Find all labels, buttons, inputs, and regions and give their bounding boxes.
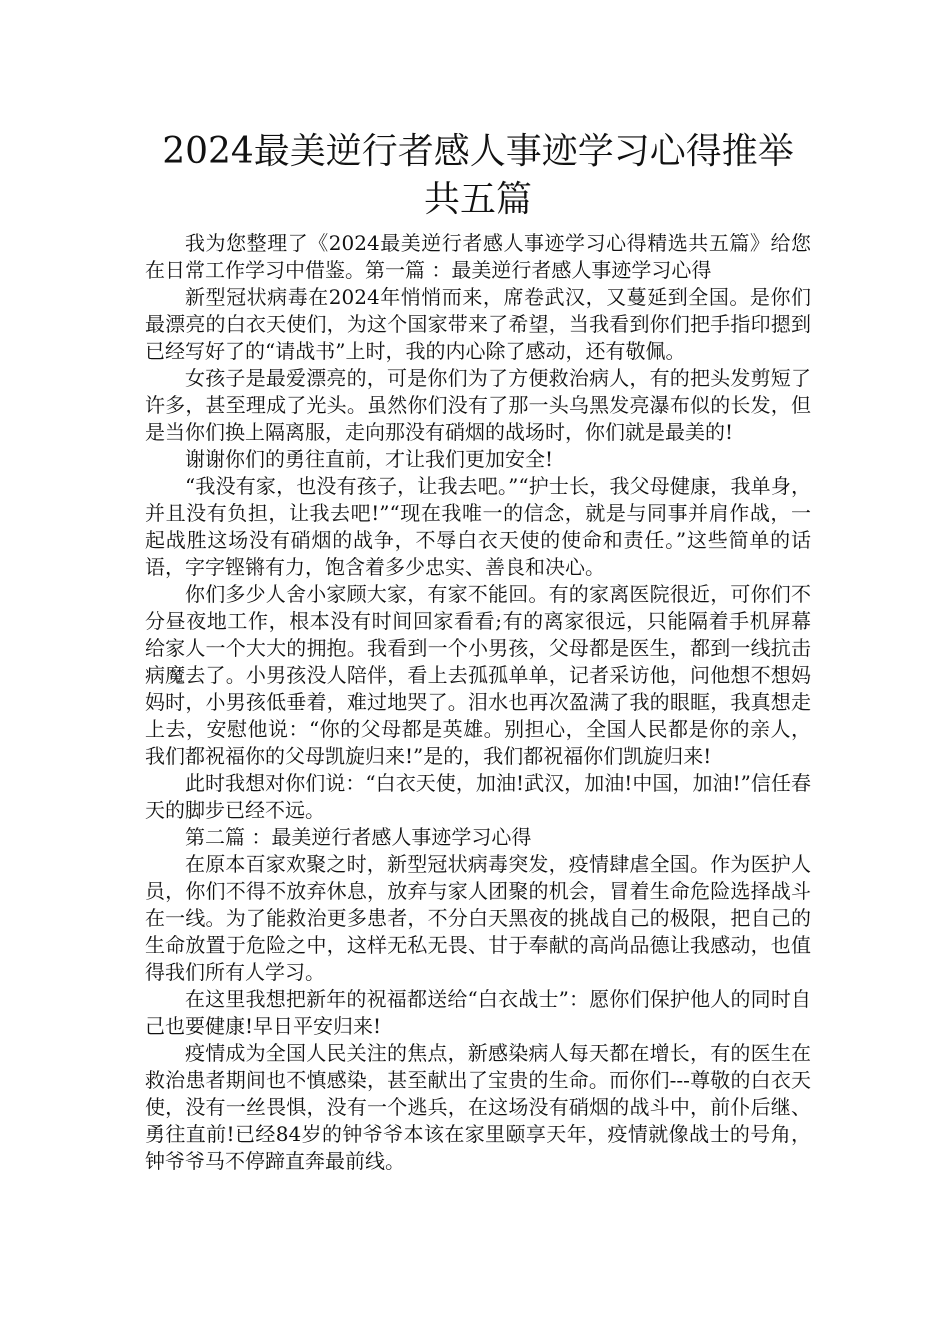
document-title: 2024最美逆行者感人事迹学习心得推举共五篇 <box>162 131 794 220</box>
paragraph: 此时我想对你们说：“白衣天使，加油!武汉，加油!中国，加油!”信任春天的脚步已经不远。 <box>145 771 811 822</box>
paragraph: 疫情成为全国人民关注的焦点，新感染病人每天都在增长，有的医生在救治患者期间也不慎感染，甚至献出了宝贵的生命。而你们---尊敬的白衣天使，没有一丝畏惧，没有一个逃兵，在这场没有硝烟的战斗中，前仆后继、勇往直前!已经84岁的钟爷爷本该在家里颐享天年，疫情就像战士的号角，钟爷爷马不停蹄直奔最前线。 <box>145 1041 811 1173</box>
paragraph: 谢谢你们的勇往直前，才让我们更加安全! <box>185 447 554 471</box>
paragraph: 在原本百家欢聚之时，新型冠状病毒突发，疫情肆虐全国。作为医护人员，你们不得不放弃休息，放弃与家人团聚的机会，冒着生命危险选择战斗在一线。为了能救治更多患者，不分白天黑夜的挑战自己的极限，把自己的生命放置于危险之中，这样无私无畏、甘于奉献的高尚品德让我感动，也值得我们所有人学习。 <box>145 852 811 984</box>
paragraph: 新型冠状病毒在2024年悄悄而来，席卷武汉，又蔓延到全国。是你们最漂亮的白衣天使们，为这个国家带来了希望，当我看到你们把手指印摁到已经写好了的“请战书”上时，我的内心除了感动，还有敬佩。 <box>145 285 811 363</box>
section-heading: 第二篇 ：最美逆行者感人事迹学习心得 <box>185 825 532 849</box>
paragraph-intro: 我为您整理了《2024最美逆行者感人事迹学习心得精选共五篇》给您在日常工作学习中借鉴。第一篇 ：最美逆行者感人事迹学习心得 <box>145 231 811 282</box>
document-page <box>145 128 811 1175</box>
paragraph: 在这里我想把新年的祝福都送给“白衣战士”：愿你们保护他人的同时自己也要健康!早日平安归来! <box>145 987 811 1038</box>
paragraph: 女孩子是最爱漂亮的，可是你们为了方便救治病人，有的把头发剪短了许多，甚至理成了光头。虽然你们没有了那一头乌黑发亮瀑布似的长发，但是当你们换上隔离服，走向那没有硝烟的战场时，你们就是最美的! <box>145 366 811 444</box>
paragraph: 你们多少人舍小家顾大家，有家不能回。有的家离医院很近，可你们不分昼夜地工作，根本没有时间回家看看;有的离家很远，只能隔着手机屏幕给家人一个大大的拥抱。我看到一个小男孩，父母都是医生，都到一线抗击病魔去了。小男孩没人陪伴，看上去孤孤单单，记者采访他，问他想不想妈妈时，小男孩低垂着，难过地哭了。泪水也再次盈满了我的眼眶，我真想走上去，安慰他说：“你的父母都是英雄。别担心，全国人民都是你的亲人，我们都祝福你的父母凯旋归来!”是的，我们都祝福你们凯旋归来! <box>145 582 811 768</box>
document-body <box>145 230 811 1175</box>
paragraph: “我没有家，也没有孩子，让我去吧。”“护士长，我父母健康，我单身，并且没有负担，让我去吧!”“现在我唯一的信念，就是与同事并肩作战，一起战胜这场没有硝烟的战争，不辱白衣天使的使命和责任。”这些简单的话语，字字铿锵有力，饱含着多少忠实、善良和决心。 <box>145 474 811 579</box>
